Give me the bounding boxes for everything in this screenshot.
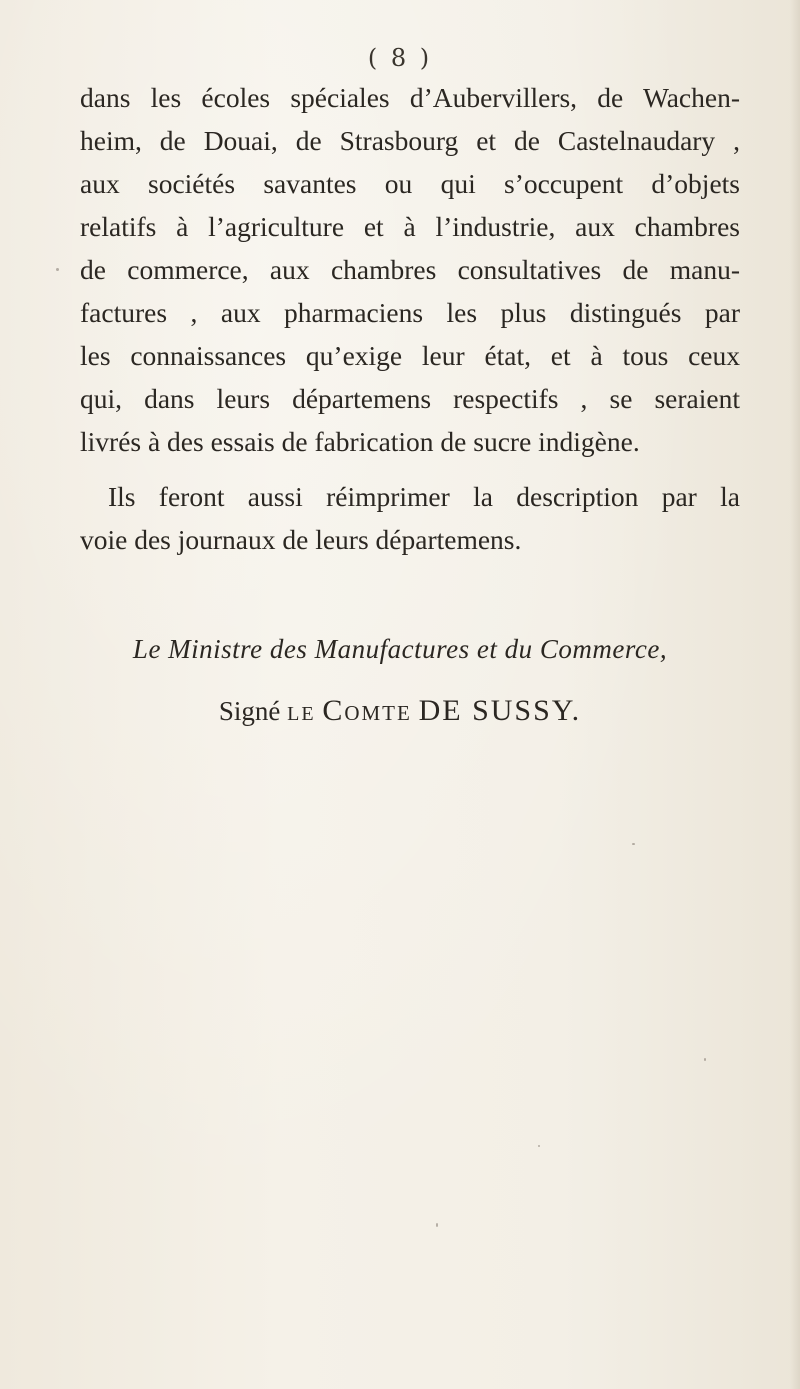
paper-speck [538, 1145, 540, 1147]
signature-title: Le Ministre des Manufactures et du Commerce, [132, 634, 668, 664]
text-line: dans les écoles spéciales d’Aubervillers, de Wachen- [80, 82, 740, 113]
text-line: aux sociétés savantes ou qui s’occupent d’objets [80, 168, 740, 199]
text-line: Ils feront aussi réimprimer la description par la [108, 481, 740, 512]
signed-prefix: Signé [218, 696, 281, 726]
text-line: voie des journaux de leurs départemens. [80, 524, 522, 555]
body-text [80, 76, 740, 561]
paper-speck [436, 1223, 438, 1227]
paper-speck [632, 843, 635, 845]
signature-rank: Comte [322, 694, 412, 727]
signature-article: LE [287, 703, 316, 725]
paragraph-2 [80, 475, 740, 561]
text-line: heim, de Douai, de Strasbourg et de Castelnaudary , [80, 125, 740, 156]
paragraph-1 [80, 76, 740, 463]
paper-speck [56, 268, 59, 271]
paper-speck [704, 1058, 706, 1061]
signature-name: DE SUSSY. [418, 694, 582, 727]
text-line: qui, dans leurs départemens respectifs , se seraient [80, 383, 740, 414]
text-line: livrés à des essais de fabrication de sucre indigène. [80, 426, 640, 457]
text-line: les connaissances qu’exige leur état, et à tous ceux [80, 340, 740, 371]
text-line: de commerce, aux chambres consultatives de manu- [80, 254, 740, 285]
signature-line [0, 694, 800, 728]
page-number: ( 8 ) [367, 44, 433, 72]
text-line: factures , aux pharmaciens les plus distingués par [80, 297, 740, 328]
text-line: relatifs à l’agriculture et à l’industrie, aux chambres [80, 211, 740, 242]
